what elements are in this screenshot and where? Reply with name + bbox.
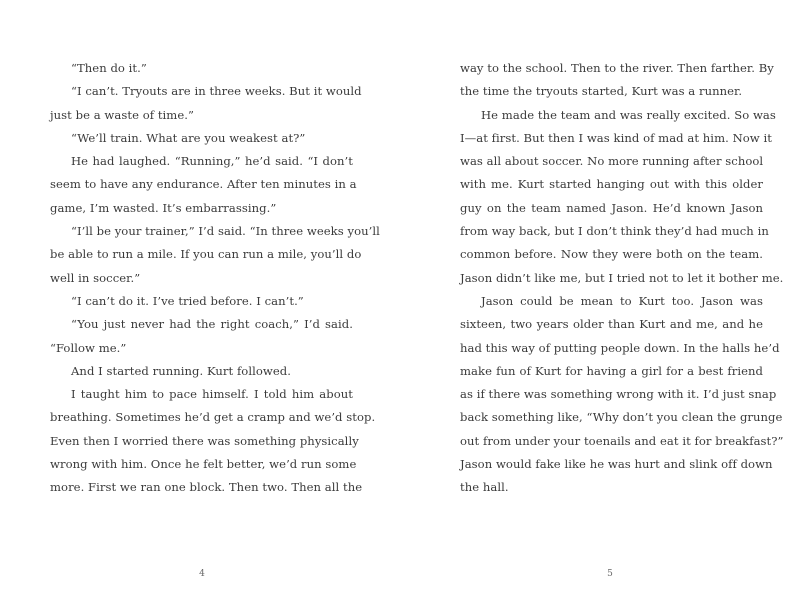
text-line: “I can’t. Tryouts are in three weeks. But it would	[71, 84, 362, 99]
text-line: more. First we ran one block. Then two. Then all the	[50, 480, 363, 495]
text-line: with me. Kurt started hanging out with this older	[460, 177, 763, 192]
text-line: guy on the team named Jason. He’d known Jason	[460, 200, 763, 215]
text-line: make fun of Kurt for having a girl for a best friend	[460, 363, 763, 378]
right-page-text	[460, 57, 784, 500]
page-number: 5	[607, 569, 613, 579]
text-line: “You just never had the right coach,” I’d said.	[71, 317, 353, 332]
left-page	[50, 0, 380, 608]
text-line: as if there was something wrong with it. I’d just snap	[460, 387, 777, 402]
text-line: “I can’t do it. I’ve tried before. I can’t.”	[71, 293, 304, 308]
text-line: game, I’m wasted. It’s embarrassing.”	[50, 200, 277, 215]
text-line: And I started running. Kurt followed.	[71, 363, 291, 378]
page-number: 4	[199, 569, 205, 579]
text-line: had this way of putting people down. In the halls he’d	[460, 340, 780, 355]
text-line: sixteen, two years older than Kurt and me, and he	[460, 317, 763, 332]
text-line: back something like, “Why don’t you clean the grunge	[460, 410, 783, 425]
text-line: seem to have any endurance. After ten minutes in a	[50, 177, 357, 192]
text-line: wrong with him. Once he felt better, we’d run some	[50, 457, 357, 472]
text-line: way to the school. Then to the river. Then farther. By	[460, 61, 774, 75]
text-line: “We’ll train. What are you weakest at?”	[71, 130, 306, 145]
text-line: Jason would fake like he was hurt and slink off down	[460, 457, 773, 472]
text-line: I—at first. But then I was kind of mad at him. Now it	[460, 130, 772, 145]
text-line: well in soccer.”	[50, 270, 141, 285]
text-line: Jason didn’t like me, but I tried not to let it bother me.	[460, 270, 784, 285]
text-line: common before. Now they were both on the team.	[460, 247, 763, 262]
text-line: Even then I worried there was something physically	[50, 433, 359, 448]
text-line: He made the team and was really excited. So was	[481, 107, 776, 122]
text-line: He had laughed. “Running,” he’d said. “I don’t	[71, 154, 353, 169]
text-line: just be a waste of time.”	[50, 107, 194, 122]
text-line: the hall.	[460, 480, 509, 495]
text-line: from way back, but I don’t think they’d had much in	[460, 224, 769, 239]
text-line: breathing. Sometimes he’d get a cramp and we’d stop.	[50, 410, 376, 425]
text-line: the time the tryouts started, Kurt was a runner.	[460, 84, 743, 99]
text-line: “Then do it.”	[71, 61, 147, 75]
text-line: I taught him to pace himself. I told him about	[71, 387, 353, 402]
text-line: was all about soccer. No more running after school	[460, 154, 764, 169]
text-line: Jason could be mean to Kurt too. Jason was	[481, 293, 763, 308]
right-page	[460, 0, 784, 608]
text-line: “I’ll be your trainer,” I’d said. “In three weeks you’ll	[71, 224, 380, 239]
left-page-text	[50, 57, 380, 500]
text-line: be able to run a mile. If you can run a mile, you’ll do	[50, 247, 362, 262]
text-line: out from under your toenails and eat it for breakfast?”	[460, 433, 784, 448]
text-line: “Follow me.”	[50, 340, 127, 355]
